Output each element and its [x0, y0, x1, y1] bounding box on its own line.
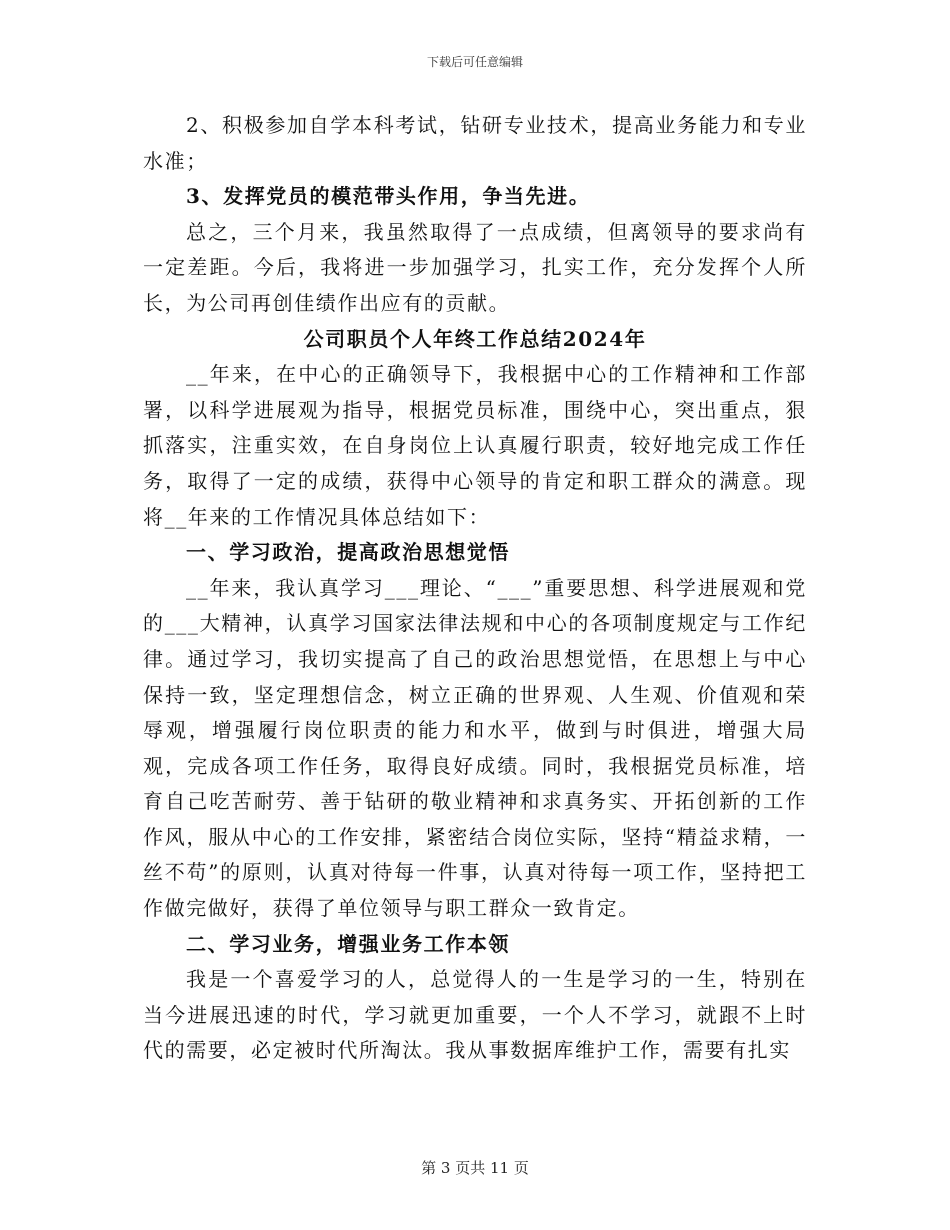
heading-business: 二、学习业务，增强业务工作本领 — [186, 931, 510, 956]
paragraph-business: 我是一个喜爱学习的人，总觉得人的一生是学习的一生，特别在当今进展迅速的时代，学习就更加重要，一个人不学习，就跟不上时代的需要，必定被时代所淘汰。我从事数据库维护工作，需要有扎实 — [143, 967, 807, 1063]
paragraph-conclusion: 总之，三个月来，我虽然取得了一点成绩，但离领导的要求尚有一定差距。今后，我将进一步加强学习，扎实工作，充分发挥个人所长，为公司再创佳绩作出应有的贡献。 — [143, 219, 807, 315]
page-header-note: 下载后可任意编辑 — [426, 55, 523, 69]
section-title: 公司职员个人年终工作总结2024年 — [303, 326, 647, 351]
heading-politics: 一、学习政治，提高政治思想觉悟 — [186, 540, 510, 565]
paragraph-intro: __年来，在中心的正确领导下，我根据中心的工作精神和工作部署，以科学进展观为指导，根据党员标准，围绕中心，突出重点，狠抓落实，注重实效，在自身岗位上认真履行职责，较好地完成工作任务，取得了一定的成绩，获得中心领导的肯定和职工群众的满意。现将__年来的工作情况具体总结如下： — [143, 362, 807, 529]
paragraph-politics: __年来，我认真学习___理论、“___”重要思想、科学进展观和党的___大精神，认真学习国家法律法规和中心的各项制度规定与工作纪律。通过学习，我切实提高了自己的政治思想觉悟，在思想上与中心保持一致，坚定理想信念，树立正确的世界观、人生观、价值观和荣辱观，增强履行岗位职责的能力和水平，做到与时俱进，增强大局观，完成各项工作任务，取得良好成绩。同时，我根据党员标准，培育自己吃苦耐劳、善于钻研的敬业精神和求真务实、开拓创新的工作作风，服从中心的工作安排，紧密结合岗位实际，坚持“精益求精，一丝不苟”的原则，认真对待每一件事，认真对待每一项工作，坚持把工作做完做好，获得了单位领导与职工群众一致肯定。 — [143, 575, 807, 921]
document-body — [143, 108, 807, 1069]
page-number: 第 3 页共 11 页 — [421, 1159, 529, 1177]
paragraph-self-study: 2、积极参加自学本科考试，钻研专业技术，提高业务能力和专业水准； — [143, 113, 807, 173]
paragraph-party-role: 3、发挥党员的模范带头作用，争当先进。 — [186, 184, 591, 209]
